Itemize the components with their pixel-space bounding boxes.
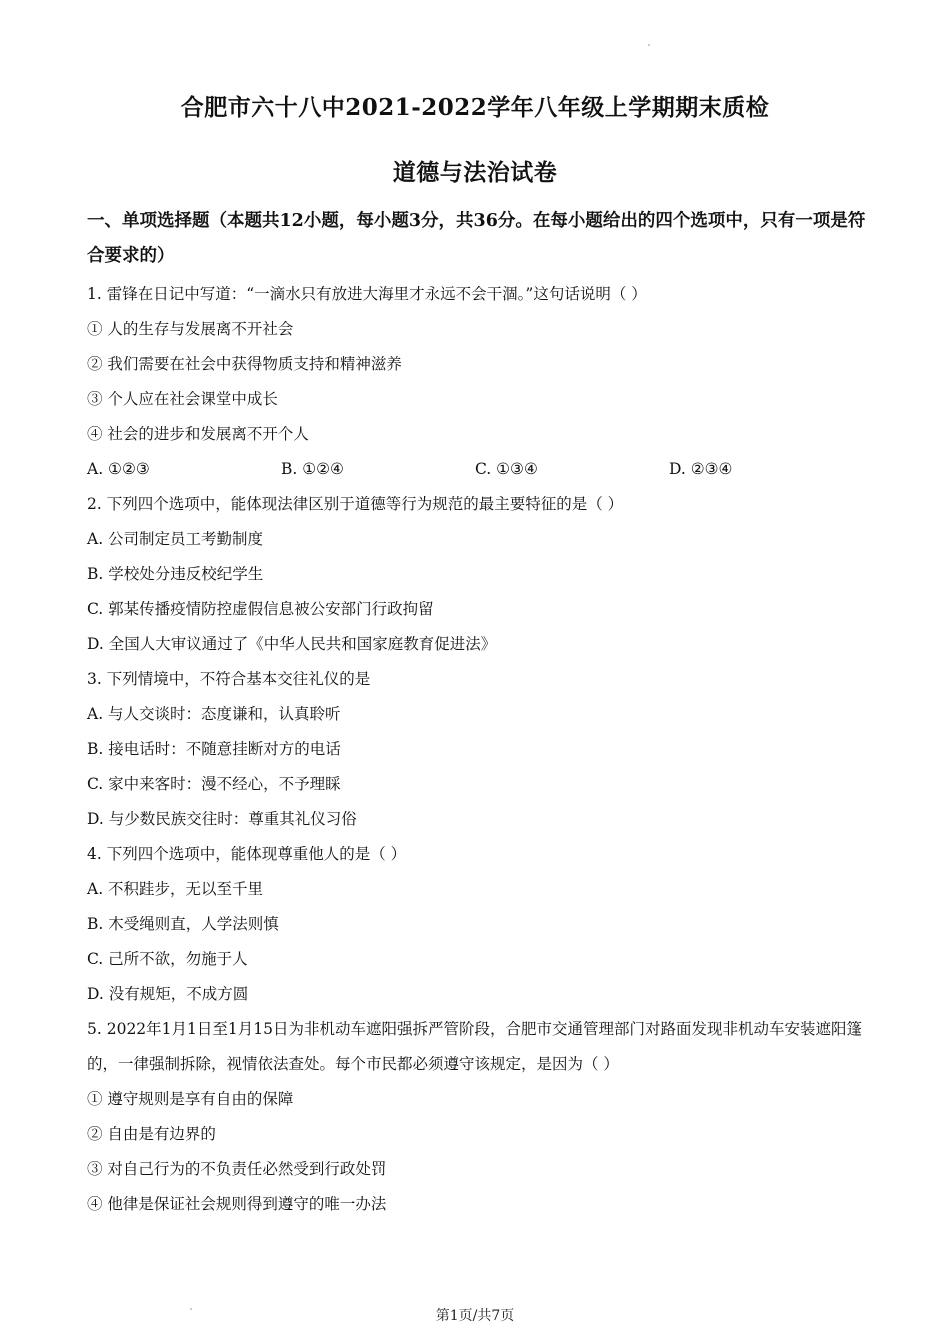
option-b: B. 接电话时：不随意挂断对方的电话	[87, 740, 341, 758]
option-d: D. 与少数民族交往时：尊重其礼仪习俗	[87, 810, 357, 828]
section-heading: 一、单项选择题（本题共12小题，每小题3分，共36分。在每小题给出的四个选项中，只有一项是符合要求的）	[87, 211, 866, 266]
option-d: D. 没有规矩，不成方圆	[87, 985, 249, 1003]
option-c: C. 己所不欲，勿施于人	[87, 950, 248, 968]
question-1-statement: ① 人的生存与发展离不开社会	[87, 320, 294, 338]
question-5-statement: ② 自由是有边界的	[87, 1125, 216, 1143]
option-d: D. ②③④	[669, 460, 733, 478]
question-5-statement: ③ 对自己行为的不负责任必然受到行政处罚	[87, 1160, 387, 1178]
option-d: D. 全国人大审议通过了《中华人民共和国家庭教育促进法》	[87, 635, 497, 653]
option-c: C. ①③④	[475, 460, 538, 478]
questions-body	[87, 277, 877, 1222]
option-b: B. 木受绳则直，人学法则慎	[87, 915, 279, 933]
option-a: A. 与人交谈时：态度谦和，认真聆听	[87, 705, 341, 723]
question-5-statement: ④ 他律是保证社会规则得到遵守的唯一办法	[87, 1195, 387, 1213]
question-1-stem: 1. 雷锋在日记中写道：“一滴水只有放进大海里才永远不会干涸。”这句话说明（ ）	[87, 285, 647, 303]
option-a: A. 不积跬步，无以至千里	[87, 880, 264, 898]
option-a: A. ①②③	[87, 460, 150, 478]
exam-title: 合肥市六十八中2021-2022学年八年级上学期期末质检	[180, 94, 770, 121]
option-b: B. ①②④	[281, 460, 344, 478]
question-4-stem: 4. 下列四个选项中，能体现尊重他人的是（ ）	[87, 845, 407, 863]
option-a: A. 公司制定员工考勤制度	[87, 530, 264, 548]
option-c: C. 郭某传播疫情防控虚假信息被公安部门行政拘留	[87, 600, 434, 618]
question-1-statement: ② 我们需要在社会中获得物质支持和精神滋养	[87, 355, 402, 373]
question-1-statement: ③ 个人应在社会课堂中成长	[87, 390, 278, 408]
question-2-stem: 2. 下列四个选项中，能体现法律区别于道德等行为规范的最主要特征的是（ ）	[87, 495, 624, 513]
scan-speck	[648, 44, 650, 46]
question-5-statement: ① 遵守规则是享有自由的保障	[87, 1090, 294, 1108]
question-1-options	[87, 452, 877, 487]
page-number: 第1页/共7页	[435, 1308, 515, 1324]
question-3-stem: 3. 下列情境中，不符合基本交往礼仪的是	[87, 670, 371, 688]
question-5-stem: 5. 2022年1月1日至1月15日为非机动车遮阳强拆严管阶段，合肥市交通管理部门对路面发现非机动车安装遮阳篷的，一律强制拆除，视情依法查处。每个市民都必须遵守该规定，是因为（ ）	[87, 1020, 862, 1073]
question-1-statement: ④ 社会的进步和发展离不开个人	[87, 425, 309, 443]
option-c: C. 家中来客时：漫不经心，不予理睬	[87, 775, 341, 793]
option-b: B. 学校处分违反校纪学生	[87, 565, 264, 583]
exam-subject-title: 道德与法治试卷	[392, 159, 558, 186]
